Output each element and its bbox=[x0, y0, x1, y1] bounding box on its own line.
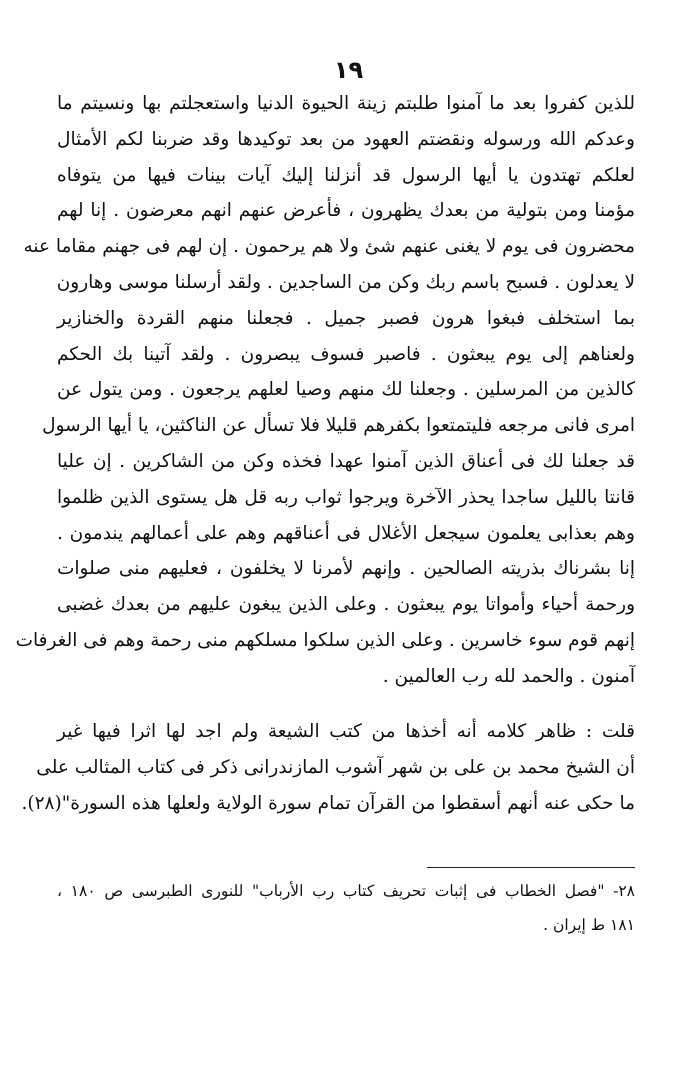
body-line: لا يعدلون . فسبح باسم ربك وكن من الساجدين . ولقد أرسلنا موسى وهارون bbox=[56, 271, 635, 293]
body-line: امرى فانى مرجعه فليتمتعوا بكفرهم قليلا فلا تسأل عن الناكثين، يا أيها الرسول bbox=[42, 415, 635, 437]
body-line: إنهم قوم سوء خاسرين . وعلى الذين سلكوا مسلكهم منى رحمة وهم فى الغرفات bbox=[15, 629, 635, 651]
commentary-line: قلت : ظاهر كلامه أنه أخذها من كتب الشيعة ولم اجد لها اثرا فيها غير bbox=[57, 721, 635, 742]
body-line: بما استخلف فبغوا هرون فصبر جميل . فجعلنا منهم القردة والخنازير bbox=[57, 307, 635, 329]
body-line: قد جعلنا لك فى أعناق الذين آمنوا عهدا فخذه وكن من الشاكرين . إن عليا bbox=[57, 450, 635, 472]
footnote bbox=[57, 874, 635, 942]
page-number: ١٩ bbox=[333, 56, 364, 84]
body-line: وهم بعذابى يعلمون سيجعل الأغلال فى أعناقهم وهم على أعمالهم يندمون . bbox=[57, 522, 635, 544]
body-line: ولعناهم إلى يوم يبعثون . فاصبر فسوف يبصرون . ولقد آتينا بك الحكم bbox=[57, 343, 635, 365]
commentary-line: أن الشيخ محمد بن على بن شهر آشوب المازندرانى ذكر فى كتاب المثالب على bbox=[36, 756, 635, 778]
commentary-line: ما حكى عنه أنهم أسقطوا من القرآن تمام سورة الولاية ولعلها هذه السورة"(٢٨). bbox=[21, 792, 635, 814]
body-line: قانتا بالليل ساجدا يحذر الآخرة ويرجوا ثواب ربه قل هل يستوى الذين ظلموا bbox=[57, 486, 635, 508]
body-line: كالذين من المرسلين . وجعلنا لك منهم وصيا لعلهم يرجعون . ومن يتول عن bbox=[57, 379, 635, 401]
body-line: محضرون فى يوم لا يغنى عنهم شئ ولا هم يرحمون . إن لهم فى جهنم مقاما عنه bbox=[23, 236, 635, 258]
body-line: ورحمة أحياء وأمواتا يوم يبعثون . وعلى الذين يبغون عليهم من بعدك غضبى bbox=[57, 594, 635, 616]
body-line: آمنون . والحمد لله رب العالمين . bbox=[382, 665, 635, 687]
body-line: لعلكم تهتدون يا أيها الرسول قد أنزلنا إليك آيات بينات فيها من يتوفاه bbox=[57, 164, 635, 186]
body-line: مؤمنا ومن بتولية من بعدك يظهرون ، فأعرض عنهم انهم معرضون . إنا لهم bbox=[57, 200, 635, 222]
footnote-line: ١٨١ ط إيران . bbox=[543, 916, 635, 934]
body-line: إنا بشرناك بذريته الصالحين . وإنهم لأمرنا لا يخلفون ، فعليهم منى صلوات bbox=[57, 558, 635, 580]
body-line: وعدكم الله ورسوله ونقضتم العهود من بعد توكيدها وقد ضربنا لكم الأمثال bbox=[57, 128, 635, 150]
footnote-divider bbox=[427, 867, 635, 868]
main-text-block bbox=[15, 86, 635, 695]
body-line: للذين كفروا بعد ما آمنوا طلبتم زينة الحيوة الدنيا واستعجلتم بها ونسيتم ما bbox=[57, 93, 635, 114]
commentary-paragraph bbox=[21, 714, 635, 821]
footnote-line: ٢٨- "فصل الخطاب فى إثبات تحريف كتاب رب الأرباب" للنورى الطبرسى ص ١٨٠ ، bbox=[57, 882, 635, 900]
